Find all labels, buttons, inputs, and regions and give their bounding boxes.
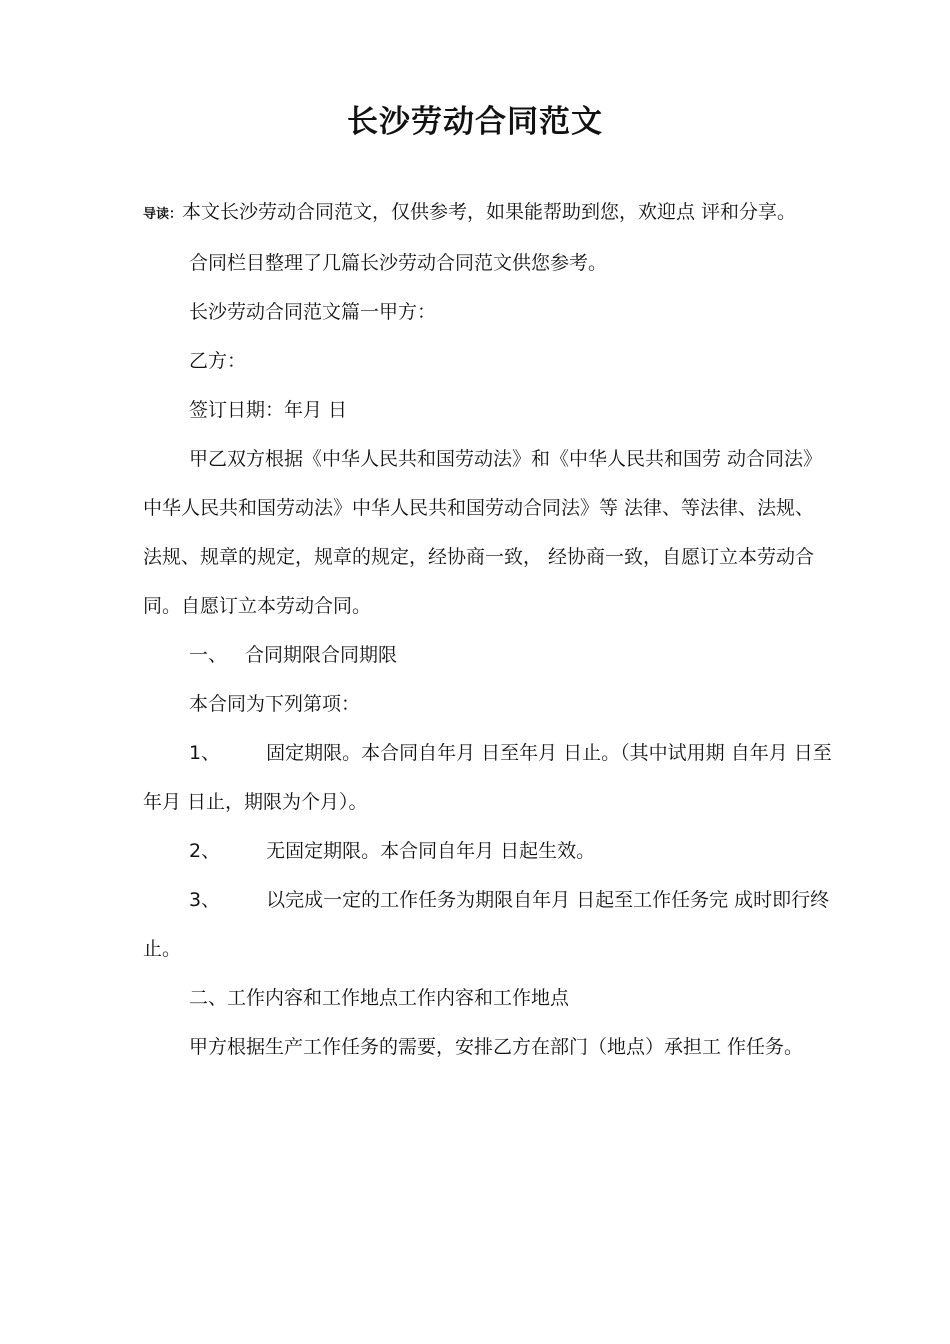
section-heading: 长沙劳动合同范文篇一甲方： xyxy=(189,301,437,323)
intro-paragraph: 合同栏目整理了几篇长沙劳动合同范文供您参考。 xyxy=(189,252,608,274)
clause-1-intro: 本合同为下列第项： xyxy=(189,693,361,715)
list-item-text: 无固定期限。本合同自年月 日起生效。 xyxy=(266,840,596,862)
clause-1-heading xyxy=(143,631,833,680)
list-item-text: 固定期限。本合同自年月 日至年月 日止。（其中试用期 自年月 日至年月 日止，期限为个月）。 xyxy=(143,742,832,813)
lead-paragraph xyxy=(143,188,833,239)
document-title: 长沙劳动合同范文 xyxy=(347,104,603,140)
lead-text: 本文长沙劳动合同范文，仅供参考，如果能帮助到您，欢迎点 评和分享。 xyxy=(182,201,797,223)
lead-label: 导读： xyxy=(143,207,183,222)
document-body xyxy=(143,188,833,1072)
clause-1-title: 合同期限合同期限 xyxy=(245,644,398,666)
list-item-text: 以完成一定的工作任务为期限自年月 日起至工作任务完 成时即行终止。 xyxy=(143,889,830,960)
list-item-number: 2、 xyxy=(189,840,221,862)
list-item xyxy=(143,827,833,876)
list-item xyxy=(143,876,833,974)
list-item xyxy=(143,729,833,827)
clause-1-number: 一、 xyxy=(189,644,228,666)
sign-date-line: 签订日期：年月 日 xyxy=(189,399,348,421)
party-b-line: 乙方： xyxy=(189,350,247,372)
preamble-paragraph: 甲乙双方根据《中华人民共和国劳动法》和《中华人民共和国劳 动合同法》中华人民共和国劳动法》中华人民共和国劳动合同法》等 法律、等法律、法规、法规、规章的规定，规章的规定，经协商一致， 经协商一致，自愿订立本劳动合同。自愿订立本劳动合同。 xyxy=(143,448,823,617)
clause-2-paragraph: 甲方根据生产工作任务的需要，安排乙方在部门（地点）承担工 作任务。 xyxy=(189,1036,804,1058)
list-item-number: 1、 xyxy=(189,742,221,764)
clause-2-heading: 二、工作内容和工作地点工作内容和工作地点 xyxy=(189,987,570,1009)
list-item-number: 3、 xyxy=(189,889,221,911)
